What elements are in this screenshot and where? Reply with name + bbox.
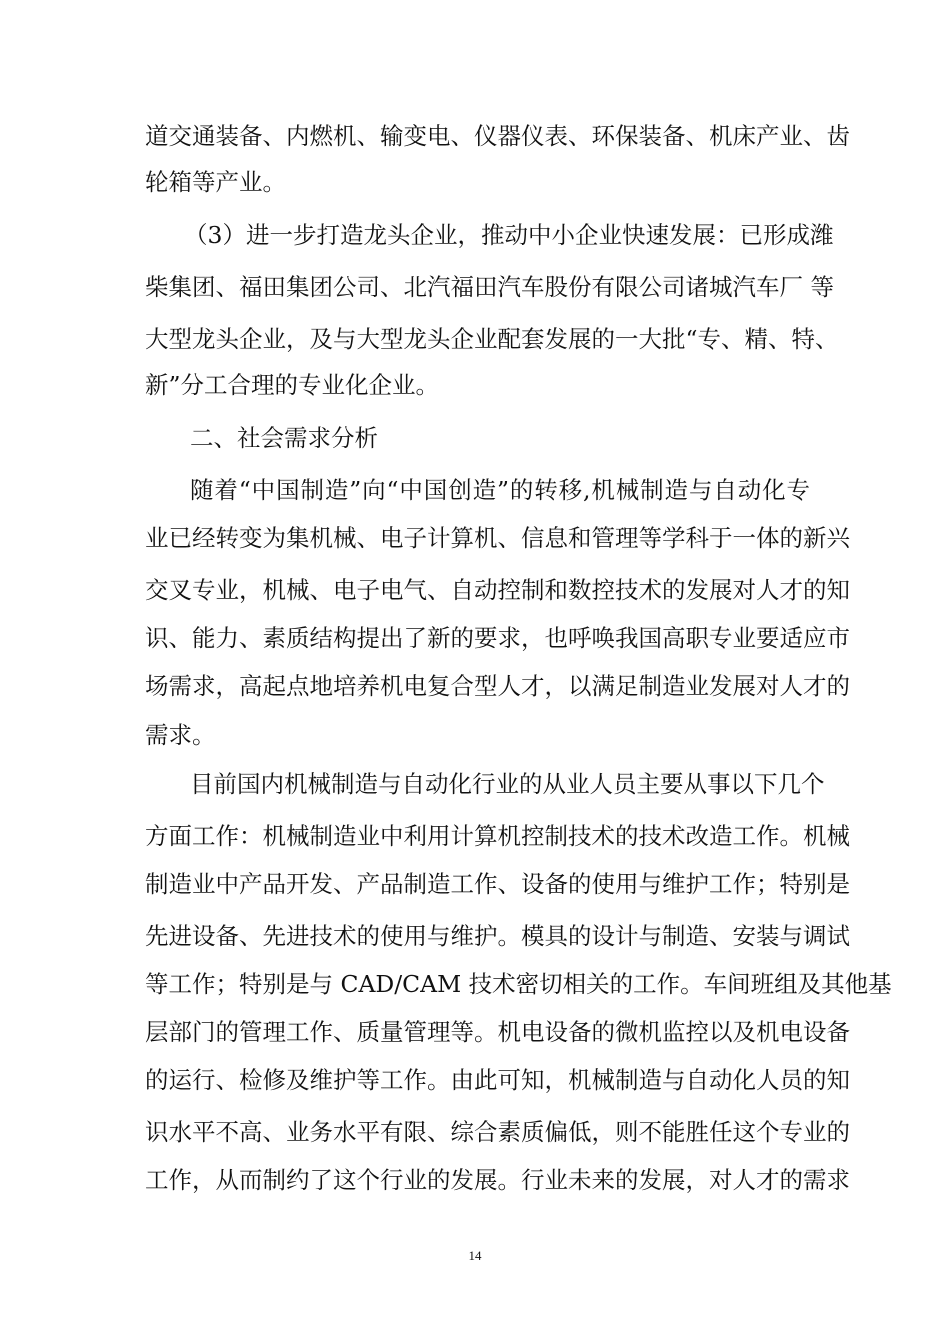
paragraph-line: 工作，从而制约了这个行业的发展。行业未来的发展，对人才的需求 — [145, 1166, 850, 1194]
paragraph-line: 大型龙头企业，及与大型龙头企业配套发展的一大批“专、精、特、 — [145, 325, 839, 353]
paragraph-line: 随着“中国制造”向“中国创造”的转移,机械制造与自动化专 — [190, 476, 810, 504]
paragraph-line: 制造业中产品开发、产品制造工作、设备的使用与维护工作；特别是 — [145, 870, 850, 898]
paragraph-line: 场需求，高起点地培养机电复合型人才，以满足制造业发展对人才的 — [145, 672, 850, 700]
paragraph-line: 识水平不高、业务水平有限、综合素质偏低，则不能胜任这个专业的 — [145, 1118, 850, 1146]
paragraph-line: 层部门的管理工作、质量管理等。机电设备的微机监控以及机电设备 — [145, 1018, 850, 1046]
section-heading: 二、社会需求分析 — [190, 424, 378, 452]
paragraph-line: 道交通装备、内燃机、输变电、仪器仪表、环保装备、机床产业、齿 — [145, 122, 850, 150]
paragraph-line: 方面工作：机械制造业中利用计算机控制技术的技术改造工作。机械 — [145, 822, 850, 850]
paragraph-line: 新”分工合理的专业化企业。 — [145, 371, 440, 399]
paragraph-line: 交叉专业，机械、电子电气、自动控制和数控技术的发展对人才的知 — [145, 576, 850, 604]
paragraph-line: 柴集团、福田集团公司、北汽福田汽车股份有限公司诸城汽车厂 等 — [145, 273, 834, 301]
paragraph-line: 业已经转变为集机械、电子计算机、信息和管理等学科于一体的新兴 — [145, 524, 850, 552]
paragraph-line: 识、能力、素质结构提出了新的要求，也呼唤我国高职专业要适应市 — [145, 624, 850, 652]
paragraph-line: 的运行、检修及维护等工作。由此可知，机械制造与自动化人员的知 — [145, 1066, 850, 1094]
paragraph-line: 等工作；特别是与 CAD/CAM 技术密切相关的工作。车间班组及其他基 — [145, 970, 892, 998]
paragraph-line: 目前国内机械制造与自动化行业的从业人员主要从事以下几个 — [190, 770, 825, 798]
paragraph-line: 先进设备、先进技术的使用与维护。模具的设计与制造、安装与调试 — [145, 922, 850, 950]
paragraph-line: （3）进一步打造龙头企业，推动中小企业快速发展：已形成潍 — [184, 221, 834, 249]
paragraph-line: 轮箱等产业。 — [145, 168, 286, 196]
page-number: 14 — [468, 1248, 482, 1263]
paragraph-line: 需求。 — [145, 721, 216, 749]
